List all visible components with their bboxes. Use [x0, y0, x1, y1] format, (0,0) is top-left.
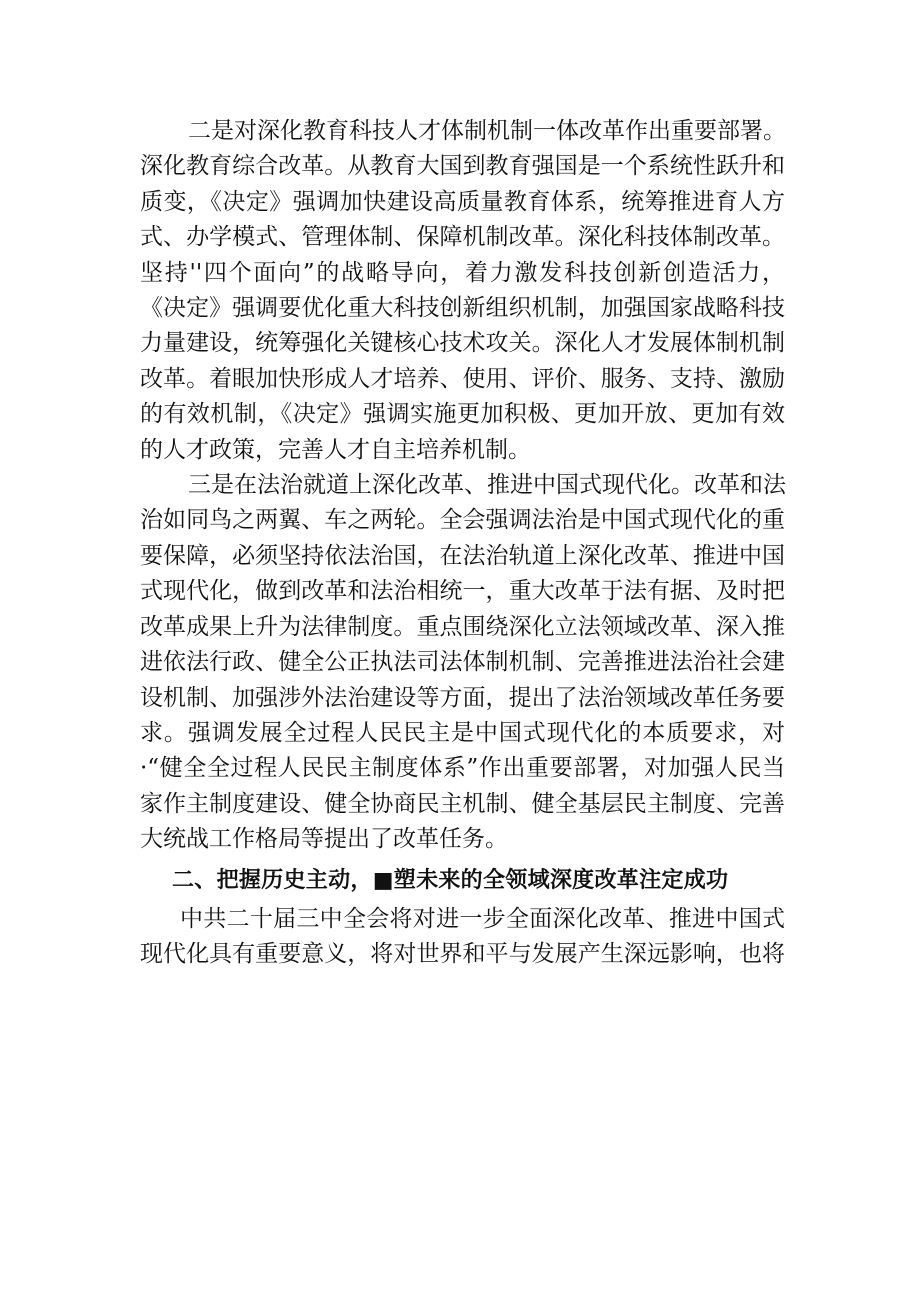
text-line: 《决定》强调要优化重大科技创新组织机制，加强国家战略科技 [140, 295, 785, 322]
text-line: 二是对深化教育科技人才体制机制一体改革作出重要部署。 [188, 118, 786, 144]
paragraph-education-science-talent [140, 114, 785, 468]
text-line: 式、办学模式、管理体制、保障机制改革。深化科技体制改革。 [140, 224, 785, 251]
text-line: 力量建设，统筹强化关键核心技术攻关。深化人才发展体制机制 [140, 330, 785, 357]
document-page [140, 114, 785, 972]
text-line: 治如同鸟之两翼、车之两轮。全会强调法治是中国式现代化的重 [140, 507, 785, 534]
text-line: 的有效机制，《决定》强调实施更加积极、更加开放、更加有效 [140, 401, 785, 428]
text-line: 设机制、加强涉外法治建设等方面，提出了法治领域改革任务要 [140, 684, 785, 711]
text-line: 式现代化，做到改革和法治相统一，重大改革于法有据、及时把 [140, 578, 785, 605]
text-line: 要保障，必须坚持依法治国，在法治轨道上深化改革、推进中国 [140, 542, 785, 569]
text-line: 求。强调发展全过程人民民主是中国式现代化的本质要求，对 [140, 719, 785, 746]
paragraph-plenary-significance [140, 902, 785, 973]
section-heading: 二、把握历史主动，■塑未来的全领域深度改革注定成功 [172, 867, 729, 893]
text-line: 大统战工作格局等提出了改革任务。 [140, 826, 508, 853]
paragraph-rule-of-law [140, 468, 785, 857]
text-line: ·“健全全过程人民民主制度体系”作出重要部署，对加强人民当 [140, 755, 785, 782]
text-line: 家作主制度建设、健全协商民主机制、健全基层民主制度、完善 [140, 790, 785, 817]
text-line: 三是在法治就道上深化改革、推进中国式现代化。改革和法 [188, 472, 786, 499]
text-line: 改革。着眼加快形成人才培养、使用、评价、服务、支持、激励 [140, 365, 785, 392]
text-line: 坚持''四个面向”的战略导向，着力激发科技创新创造活力， [140, 259, 785, 286]
text-line: 中共二十届三中全会将对进一步全面深化改革、推进中国式 [180, 905, 785, 932]
text-line: 改革成果上升为法律制度。重点围绕深化立法领域改革、深入推 [140, 613, 785, 640]
text-line: 深化教育综合改革。从教育大国到教育强国是一个系统性跃升和 [140, 153, 785, 180]
text-line: 现代化具有重要意义，将对世界和平与发展产生深远影响，也将 [140, 940, 785, 967]
text-line: 质变，《决定》强调加快建设高质量教育体系，统筹推进育人方 [140, 188, 785, 215]
text-line: 的人才政策，完善人才自主培养机制。 [140, 436, 531, 463]
text-line: 进依法行政、健全公正执法司法体制机制、完善推进法治社会建 [140, 649, 785, 676]
